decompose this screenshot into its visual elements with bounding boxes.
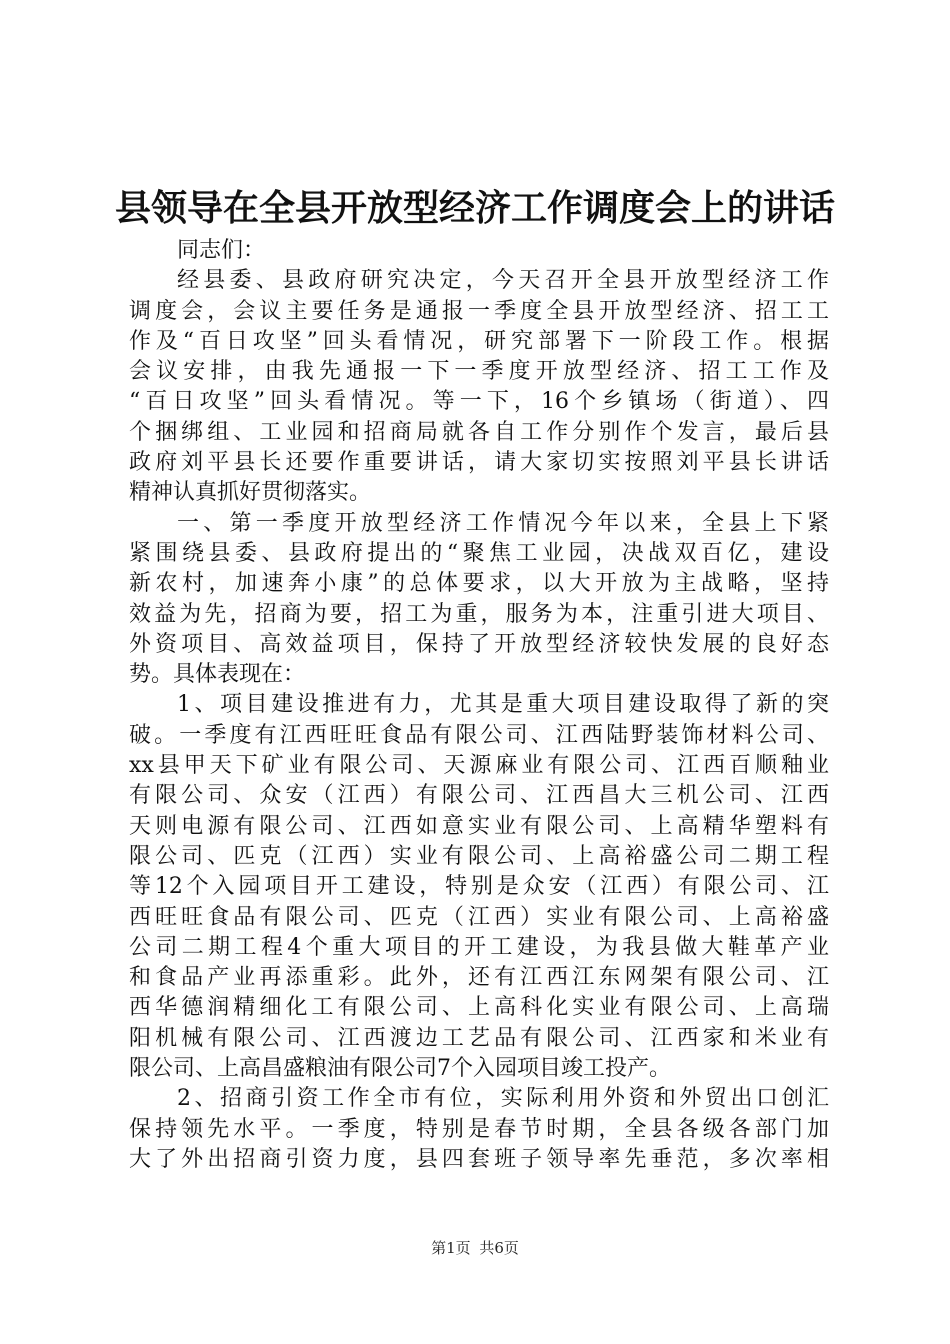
paragraph-line: 公司二期工程4个重大项目的开工建设，为我县做大鞋革产业 xyxy=(129,934,829,960)
paragraph-line: 外资项目、高效益项目，保持了开放型经济较快发展的良好态 xyxy=(129,631,829,657)
paragraph-line: 调度会，会议主要任务是通报一季度全县开放型经济、招工工 xyxy=(129,298,829,324)
paragraph-line: 限公司、匹克（江西）实业有限公司、上高裕盛公司二期工程 xyxy=(129,843,829,869)
paragraph-line: 限公司、上高昌盛粮油有限公司7个入园项目竣工投产。 xyxy=(129,1056,671,1082)
paragraph-line: 西旺旺食品有限公司、匹克（江西）实业有限公司、上高裕盛 xyxy=(129,904,829,930)
salutation-line: 同志们： xyxy=(177,238,266,263)
document-title: 县领导在全县开放型经济工作调度会上的讲话 xyxy=(114,187,835,229)
paragraph-line: 破。一季度有江西旺旺食品有限公司、江西陆野装饰材料公司、 xyxy=(129,722,829,748)
paragraph-line: 势。具体表现在： xyxy=(129,662,306,688)
paragraph-line: 有限公司、众安（江西）有限公司、江西昌大三机公司、江西 xyxy=(129,783,829,809)
page-number: 第1页 xyxy=(431,1239,471,1257)
paragraph-line: 会议安排，由我先通报一下一季度开放型经济、招工工作及 xyxy=(129,359,829,385)
paragraph-line: 等12个入园项目开工建设，特别是众安（江西）有限公司、江 xyxy=(129,874,829,900)
paragraph-line: 天则电源有限公司、江西如意实业有限公司、上高精华塑料有 xyxy=(129,813,829,839)
paragraph-line: 新农村，加速奔小康”的总体要求，以大开放为主战略，坚持 xyxy=(129,571,829,597)
document-body xyxy=(129,236,829,1175)
paragraph-line: 一、第一季度开放型经济工作情况今年以来，全县上下紧 xyxy=(177,510,829,536)
page-footer xyxy=(0,1238,950,1258)
paragraph-line: 大了外出招商引资力度，县四套班子领导率先垂范，多次率相 xyxy=(129,1146,829,1172)
paragraph-line: 2、招商引资工作全市有位，实际利用外资和外贸出口创汇 xyxy=(177,1086,829,1112)
paragraph-line: 西华德润精细化工有限公司、上高科化实业有限公司、上高瑞 xyxy=(129,995,829,1021)
page-total: 共6页 xyxy=(479,1239,519,1257)
paragraph-line: 精神认真抓好贯彻落实。 xyxy=(129,480,372,506)
paragraph-line: 政府刘平县长还要作重要讲话，请大家切实按照刘平县长讲话 xyxy=(129,450,829,476)
paragraph-line: “百日攻坚”回头看情况。等一下，16个乡镇场（街道）、四 xyxy=(129,389,829,415)
paragraph-line: 个捆绑组、工业园和招商局就各自工作分别作个发言，最后县 xyxy=(129,419,829,445)
paragraph-line: 经县委、县政府研究决定，今天召开全县开放型经济工作 xyxy=(177,268,829,294)
paragraph-line: 阳机械有限公司、江西渡边工艺品有限公司、江西家和米业有 xyxy=(129,1025,829,1051)
paragraph-line: 作及“百日攻坚”回头看情况，研究部署下一阶段工作。根据 xyxy=(129,328,829,354)
paragraph-line: 紧围绕县委、县政府提出的“聚焦工业园，决战双百亿，建设 xyxy=(129,540,829,566)
paragraph-line: 和食品产业再添重彩。此外，还有江西江东网架有限公司、江 xyxy=(129,965,829,991)
paragraph-line: 1、项目建设推进有力，尤其是重大项目建设取得了新的突 xyxy=(177,692,829,718)
paragraph-line: 效益为先，招商为要，招工为重，服务为本，注重引进大项目、 xyxy=(129,601,829,627)
paragraph-line: xx县甲天下矿业有限公司、天源麻业有限公司、江西百顺釉业 xyxy=(129,753,829,779)
paragraph-line: 保持领先水平。一季度，特别是春节时期，全县各级各部门加 xyxy=(129,1116,829,1142)
